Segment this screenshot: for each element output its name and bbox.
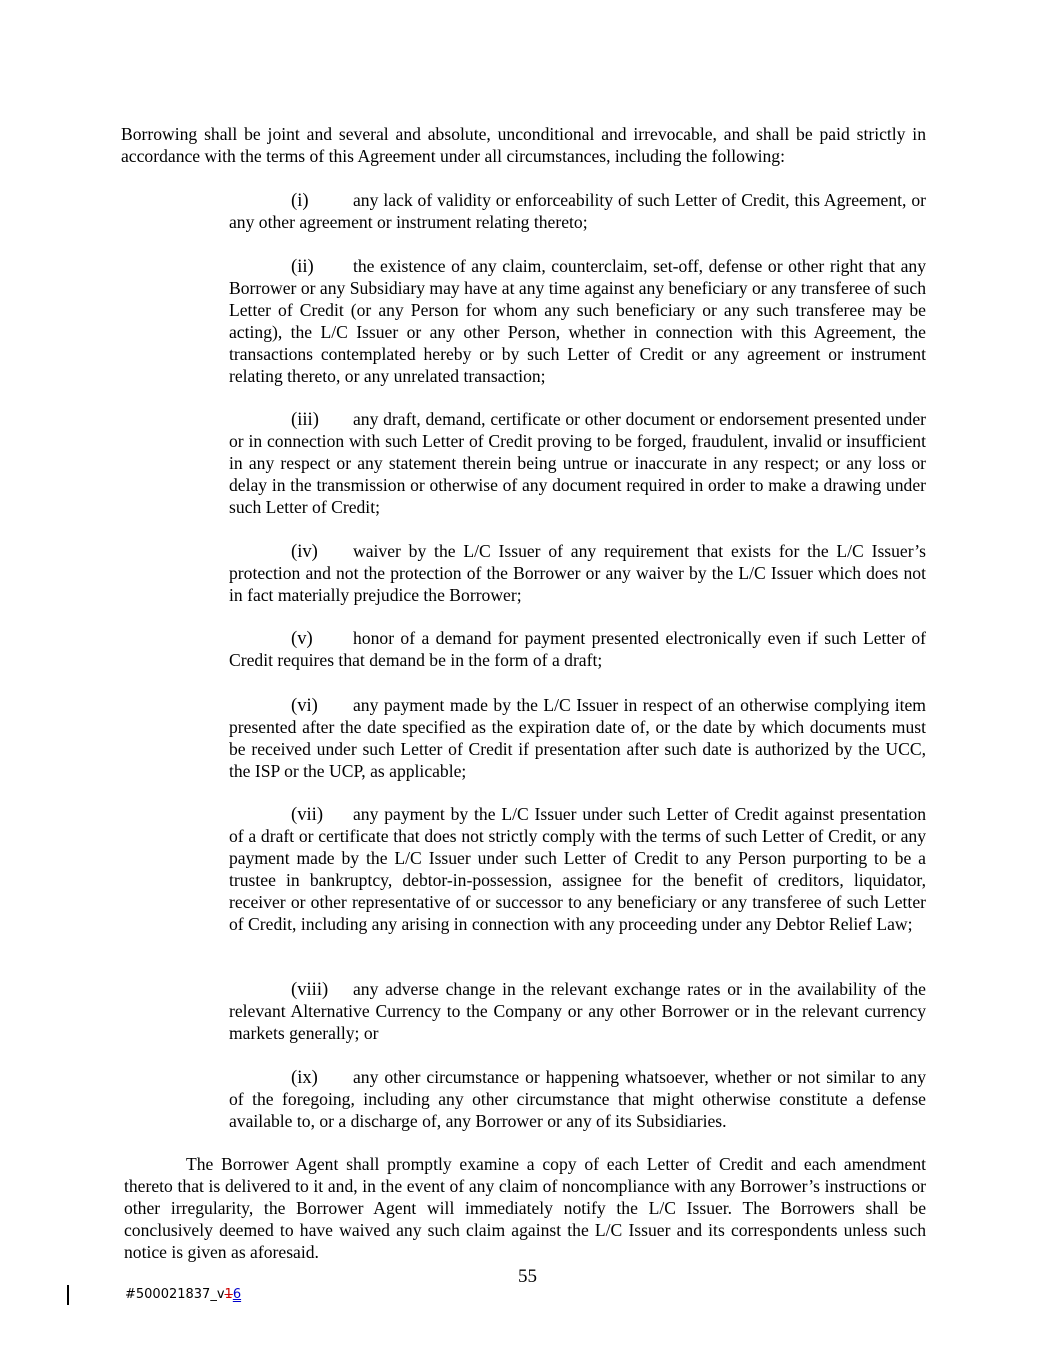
item-number: (i) (291, 190, 309, 211)
list-item-vi (229, 695, 926, 783)
closing-paragraph: The Borrower Agent shall promptly examine a copy of each Letter of Credit and each amendment thereto that is delivered to it and, in the event of any claim of noncompliance with any Borrower’s instructions or other irregularity, the Borrower Agent will immediately notify the L/C Issuer. The Borrowers shall be conclusively deemed to have waived any such claim against the L/C Issuer and its correspondents unless such notice is given as aforesaid. (124, 1154, 926, 1262)
item-text: any other circumstance or happening whatsoever, whether or not similar to any of the foregoing, including any other circumstance that might otherwise constitute a defense available to, or a discharge of, any Borrower or any of its Subsidiaries. (229, 1067, 926, 1131)
item-text: waiver by the L/C Issuer of any requirement that exists for the L/C Issuer’s protection and not the protection of the Borrower or any waiver by the L/C Issuer which does not in fact materially prejudice the Borrower; (229, 541, 926, 605)
item-text: any payment made by the L/C Issuer in respect of an otherwise complying item presented after the date specified as the expiration date of, or the date by which documents must be received under such Letter of Credit if presentation after such date is authorized by the UCC, the ISP or the UCP, as applicable; (229, 695, 926, 781)
item-text: any adverse change in the relevant exchange rates or in the availability of the relevant Alternative Currency to the Company or any other Borrower or in the relevant currency markets generally; or (229, 979, 926, 1043)
list-item-iv (229, 541, 926, 607)
page-number: 55 (518, 1266, 537, 1287)
list-item-i (229, 190, 926, 234)
list-item-vii (229, 804, 926, 935)
item-text: any draft, demand, certificate or other document or endorsement presented under or in connection with such Letter of Credit proving to be forged, fraudulent, invalid or insufficient in any respect or any statement therein being untrue or inaccurate in any respect; or any loss or delay in the transmission or otherwise of any document required in order to make a drawing under such Letter of Credit; (229, 409, 926, 517)
list-item-iii (229, 409, 926, 519)
list-item-ii (229, 256, 926, 387)
item-number: (ii) (291, 256, 314, 277)
intro-paragraph: Borrowing shall be joint and several and absolute, unconditional and irrevocable, and shall be paid strictly in accordance with the terms of this Agreement under all circumstances, including the following: (121, 124, 926, 166)
item-number: (vi) (291, 695, 318, 716)
item-number: (ix) (291, 1067, 318, 1088)
item-text: any lack of validity or enforceability of such Letter of Credit, this Agreement, or any other agreement or instrument relating thereto; (229, 190, 926, 232)
list-item-viii (229, 979, 926, 1045)
document-id (125, 1287, 241, 1303)
item-number: (iv) (291, 541, 318, 562)
list-item-ix (229, 1067, 926, 1133)
item-number: (vii) (291, 804, 324, 825)
item-number: (v) (291, 628, 313, 649)
item-text: any payment by the L/C Issuer under such Letter of Credit against presentation of a draft or certificate that does not strictly comply with the terms of such Letter of Credit, or any payment made by the L/C Issuer under such Letter of Credit to any Person purporting to be a trustee in bankruptcy, debtor-in-possession, assignee for the benefit of creditors, liquidator, receiver or other representative of or successor to any beneficiary or any transferee of such Letter of Credit, including any arising in connection with any proceeding under any Debtor Relief Law; (229, 804, 926, 934)
item-number: (iii) (291, 409, 319, 430)
version-inserted: 6 (232, 1287, 242, 1302)
item-text: honor of a demand for payment presented electronically even if such Letter of Credit requires that demand be in the form of a draft; (229, 628, 926, 670)
list-item-v (229, 628, 926, 672)
version-deleted: 1 (224, 1287, 233, 1302)
item-text: the existence of any claim, counterclaim, set-off, defense or other right that any Borrower or any Subsidiary may have at any time against any beneficiary or any transferee of such Letter of Credit (or any Person for whom any such beneficiary or any such transferee may be acting), the L/C Issuer or any other Person, whether in connection with this Agreement, the transactions contemplated hereby or by such Letter of Credit or any agreement or instrument relating thereto, or any unrelated transaction; (229, 256, 926, 386)
item-number: (viii) (291, 979, 329, 1000)
revision-change-bar (67, 1285, 69, 1305)
doc-id-prefix: #500021837_v (125, 1287, 225, 1302)
